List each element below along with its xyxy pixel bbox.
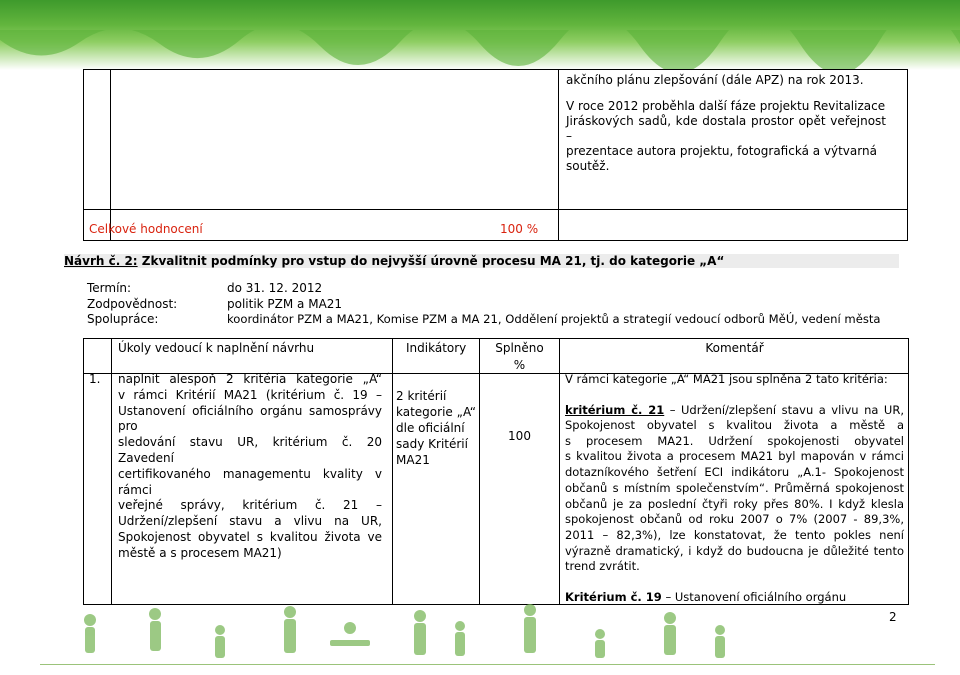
cooperation-value: koordinátor PZM a MA21, Komise PZM a MA 21, Oddělení projektů a strategií vedoucí odborů MěÚ, vedení města (227, 312, 881, 326)
proposal-text: Zkvalitnit podmínky pro vstup do nejvyšší úrovně procesu MA 21, tj. do kategorie „A“ (137, 254, 725, 268)
text-line: Udržení/zlepšení stavu a vlivu na UR, (118, 514, 382, 529)
fulfilled-value: 100 (508, 429, 531, 443)
proposal-number: Návrh č. 2: (64, 254, 138, 268)
text-line: dle oficiální (396, 421, 465, 435)
text-line: trend zvrátit. (565, 559, 640, 574)
cooperation-label: Spolupráce: (87, 312, 159, 326)
text-line: městě a s procesem MA21) (118, 545, 282, 560)
comment-text (565, 372, 904, 606)
text-line: občanů je za poslední čtyři roky přes 80%. I když klesla (565, 496, 904, 511)
text-line: V roce 2012 proběhla další fáze projektu Revitalizace (566, 99, 886, 113)
continuation-table (83, 69, 908, 241)
text-line: veřejné správy, kritérium č. 21 – (118, 498, 382, 513)
text-line: občanů s místním společenstvím“. Průměrná spokojenost (565, 480, 904, 495)
text-line (565, 403, 904, 419)
deadline-label: Termín: (87, 281, 132, 295)
row-number: 1. (89, 372, 101, 386)
criterion-21-text: – Udržení/zlepšení stavu a vlivu na UR, (664, 402, 904, 417)
header-fulfilled-line: Splněno (495, 341, 544, 355)
text-line: kategorie „A“ (396, 405, 476, 419)
text-line: prezentace autora projektu, fotografická a výtvarná (566, 144, 877, 158)
text-line: soutěž. (566, 159, 610, 173)
text-line: 2011 – 82,3%), lze konstatovat, že tento pokles není (565, 527, 904, 542)
text-line: Jiráskových sadů, kde dostala prostor opět veřejnost – (566, 114, 886, 143)
continuation-paragraph-1: akčního plánu zlepšování (dále APZ) na rok 2013. (566, 73, 864, 87)
responsible-label: Zodpovědnost: (87, 297, 178, 311)
text-line: v rámci Kritérií MA21 (kritérium č. 19 – (118, 387, 382, 402)
text-line: 2 kritérií (396, 389, 447, 403)
footer-figures-illustration (60, 600, 760, 670)
proposal-heading (64, 254, 724, 269)
text-line: s kvalitou života a procesem MA21 byl mapován v rámci (565, 449, 904, 464)
task-description (118, 372, 382, 562)
text-line: dotazníkového šetření ECI indikátoru „A.1- Spokojenost (565, 465, 904, 480)
text-line: s procesem MA21. Udržení spokojenosti obyvatel (565, 433, 904, 448)
grass-header-decoration (0, 0, 960, 70)
criterion-19-label: Kritérium č. 19 (565, 590, 662, 605)
continuation-paragraph-2 (566, 99, 886, 174)
deadline-value: do 31. 12. 2012 (227, 281, 323, 295)
criterion-21-label: kritérium č. 21 (565, 402, 665, 417)
comment-intro: V rámci kategorie „A“ MA21 jsou splněna 2 tato kritéria: (565, 372, 888, 386)
header-comment: Komentář (705, 341, 764, 355)
header-fulfilled (482, 341, 557, 373)
text-line: MA21 (396, 453, 430, 467)
text-line: spokojenost občanů od roku 2007 o 7% (2007 - 89,3%, (565, 512, 904, 527)
text-line: naplnit alespoň 2 kritéria kategorie „A“ (118, 372, 382, 386)
tasks-table (83, 338, 909, 605)
header-tasks: Úkoly vedoucí k naplnění návrhu (118, 341, 315, 355)
text-line: Spokojenost obyvatel s kvalitou života ve (118, 529, 382, 544)
text-line: výrazně dramatický, i když do budoucna je důležité tento (565, 543, 904, 558)
text-line: sady Kritérií (396, 437, 468, 451)
page-number: 2 (889, 610, 897, 624)
footer-divider (40, 664, 935, 665)
text-line: certifikovaného managementu kvality v rámci (118, 466, 382, 497)
overall-rating-value: 100 % (500, 222, 539, 236)
responsible-value: politik PZM a MA21 (227, 297, 343, 311)
header-indicators: Indikátory (406, 341, 467, 355)
text-line: sledování stavu UR, kritérium č. 20 Zavedení (118, 435, 382, 465)
header-fulfilled-unit: % (513, 358, 526, 372)
indicator-text (396, 388, 476, 468)
overall-rating-label: Celkové hodnocení (89, 222, 203, 236)
criterion-19-text: – Ustanovení oficiálního orgánu (661, 590, 847, 605)
text-line: Spokojenost obyvatel s kvalitou života a městě a (565, 418, 904, 432)
text-line: Ustanovení oficiálního orgánu samosprávy pro (118, 403, 382, 434)
